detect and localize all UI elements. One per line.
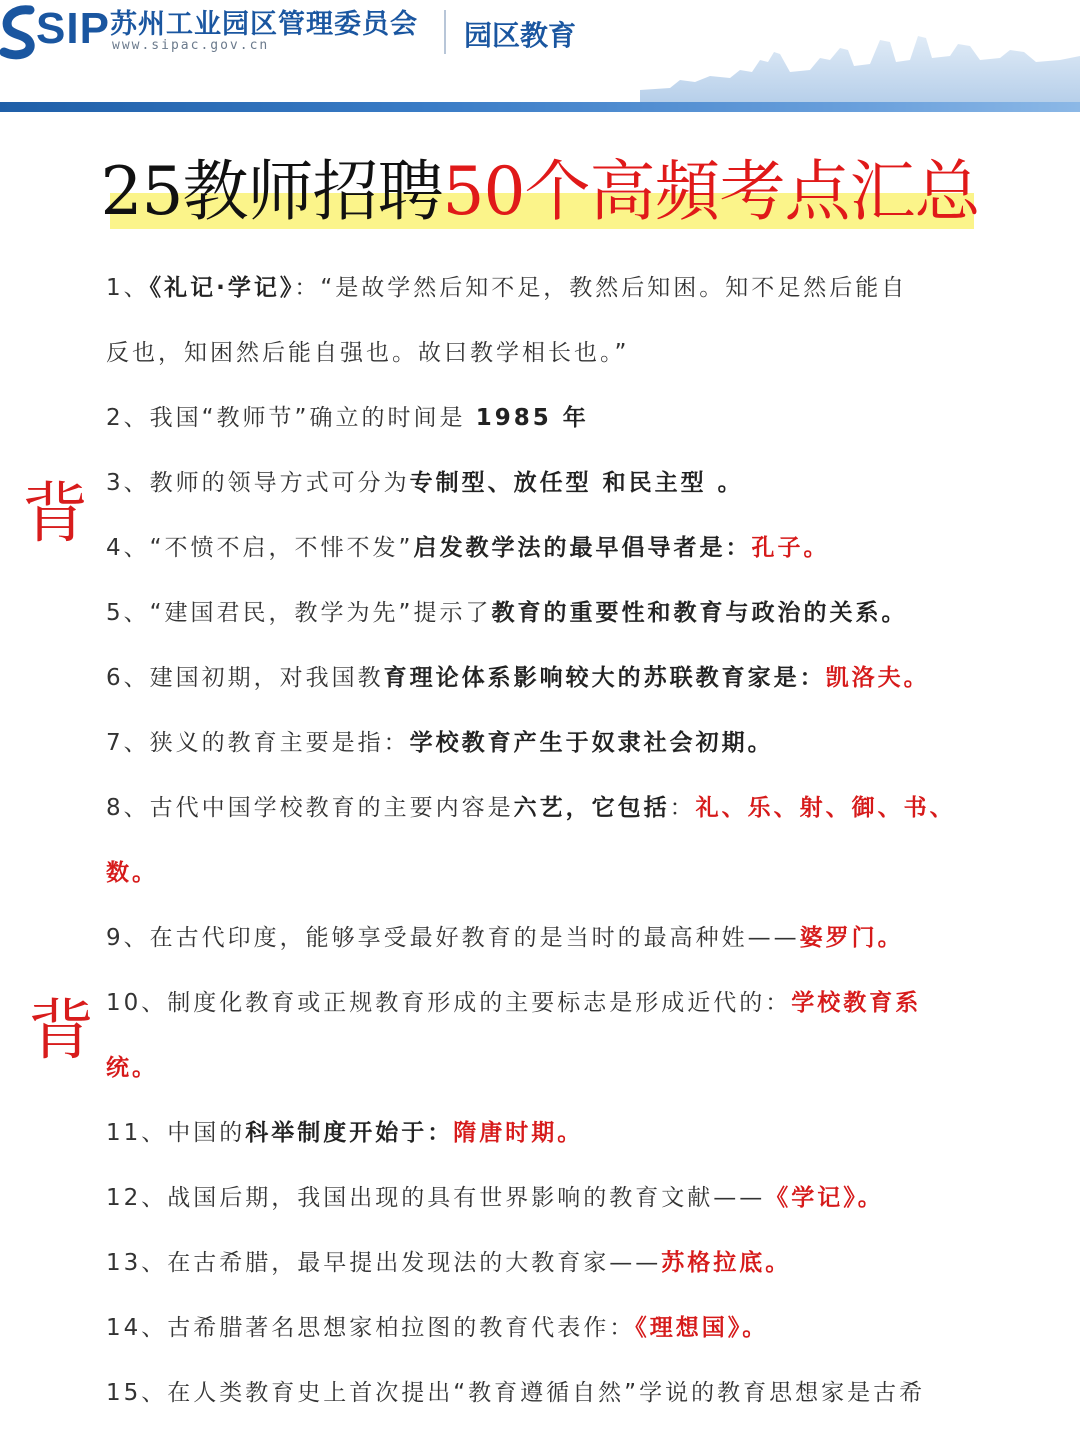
list-item: 9、在古代印度，能够享受最好教育的是当时的最高种姓——婆罗门。 <box>106 925 904 951</box>
title-part-red: 50个高頻考点汇总 <box>442 153 980 230</box>
exam-points-list <box>106 256 986 1426</box>
org-url[interactable]: www.sipac.gov.cn <box>112 38 270 53</box>
list-item: 5、“建国君民，教学为先”提示了教育的重要性和教育与政治的关系。 <box>106 600 908 626</box>
list-item: 13、在古希腊，最早提出发现法的大教育家——苏格拉底。 <box>106 1250 792 1276</box>
page-title <box>0 148 1080 236</box>
list-item: 12、战国后期，我国出现的具有世界影响的教育文献——《学记》。 <box>106 1185 884 1211</box>
list-item: 7、狭义的教育主要是指：学校教育产生于奴隶社会初期。 <box>106 730 774 756</box>
page-header <box>0 0 1080 112</box>
list-item: 14、古希腊著名思想家柏拉图的教育代表作：《理想国》。 <box>106 1315 769 1341</box>
list-item: 11、中国的科举制度开始于：隋唐时期。 <box>106 1120 584 1146</box>
memorize-stamp: 背 <box>28 992 94 1069</box>
list-item: 3、教师的领导方式可分为专制型、放任型 和民主型 。 <box>106 470 744 496</box>
list-item: 数。 <box>106 860 158 886</box>
header-bar <box>0 102 1080 112</box>
org-name: 苏州工业园区管理委员会 <box>110 9 418 40</box>
header-divider <box>444 10 446 54</box>
list-item: 1、《礼记·学记》：“是故学然后知不足，教然后知困。知不足然后能自 <box>106 275 908 301</box>
list-item: 10、制度化教育或正规教育形成的主要标志是形成近代的：学校教育系 <box>106 990 922 1016</box>
list-item: 反也，知困然后能自强也。故曰教学相长也。” <box>106 340 630 366</box>
sip-logo-icon <box>0 4 40 60</box>
list-item: 15、在人类教育史上首次提出“教育遵循自然”学说的教育思想家是古希 <box>106 1380 926 1406</box>
list-item: 8、古代中国学校教育的主要内容是六艺，它包括：礼、乐、射、御、书、 <box>106 795 956 821</box>
list-item: 2、我国“教师节”确立的时间是 1985 年 <box>106 405 589 431</box>
list-item: 6、建国初期，对我国教育理论体系影响较大的苏联教育家是：凯洛夫。 <box>106 665 930 691</box>
list-item: 统。 <box>106 1055 158 1081</box>
list-item: 4、“不愤不启，不悱不发”启发教学法的最早倡导者是：孔子。 <box>106 535 830 561</box>
city-skyline-graphic <box>640 0 1080 104</box>
title-part-black: 25教师招聘 <box>100 153 443 230</box>
memorize-stamp: 背 <box>22 475 88 552</box>
logo-text: SIP <box>36 4 110 53</box>
section-name: 园区教育 <box>464 19 577 52</box>
